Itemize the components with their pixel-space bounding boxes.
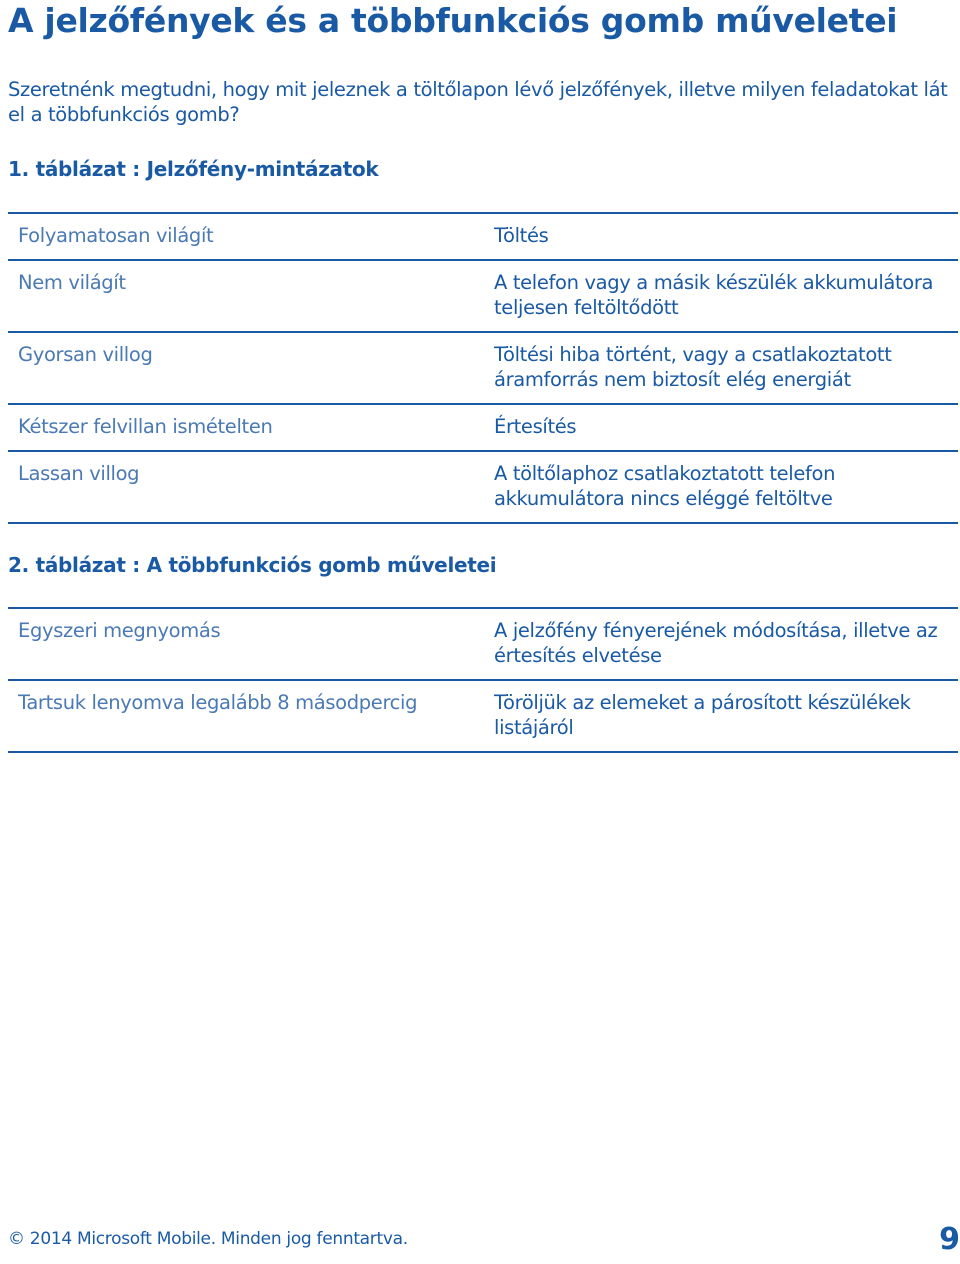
button-result-cell: A jelzőfény fényerejének módosítása, illetve az értesítés elvetése xyxy=(482,609,958,679)
table-row xyxy=(8,405,958,452)
multifunction-button-table xyxy=(8,607,958,753)
led-pattern-cell: Lassan villog xyxy=(18,462,140,485)
led-pattern-cell: Gyorsan villog xyxy=(18,343,153,366)
button-action-cell: Egyszeri megnyomás xyxy=(18,619,221,642)
table-row xyxy=(8,609,958,681)
page-title: A jelzőfények és a többfunkciós gomb műveletei xyxy=(8,1,898,40)
copyright-footer: © 2014 Microsoft Mobile. Minden jog fenntartva. xyxy=(8,1229,408,1249)
button-action-cell: Tartsuk lenyomva legalább 8 másodpercig xyxy=(18,691,418,714)
table-row xyxy=(8,214,958,261)
intro-paragraph: Szeretnénk megtudni, hogy mit jeleznek a töltőlapon lévő jelzőfények, illetve milyen feladatokat lát el a többfunkciós gomb? xyxy=(8,78,948,126)
led-pattern-cell: Kétszer felvillan ismételten xyxy=(18,415,273,438)
table-row xyxy=(8,681,958,753)
button-result-cell: Töröljük az elemeket a párosított készülékek listájáról xyxy=(482,681,958,751)
page-number: 9 xyxy=(939,1222,960,1257)
led-pattern-cell: Folyamatosan világít xyxy=(18,224,214,247)
table-row xyxy=(8,452,958,524)
led-meaning-cell: A töltőlaphoz csatlakoztatott telefon akkumulátora nincs eléggé feltöltve xyxy=(482,452,958,522)
table-1-caption: 1. táblázat : Jelzőfény-mintázatok xyxy=(8,157,379,181)
table-row xyxy=(8,333,958,405)
led-meaning-cell: Töltés xyxy=(482,214,958,259)
led-meaning-cell: Értesítés xyxy=(482,405,958,450)
led-meaning-cell: Töltési hiba történt, vagy a csatlakoztatott áramforrás nem biztosít elég energiát xyxy=(482,333,958,403)
table-row xyxy=(8,261,958,333)
table-2-caption: 2. táblázat : A többfunkciós gomb műveletei xyxy=(8,553,497,577)
led-meaning-cell: A telefon vagy a másik készülék akkumulátora teljesen feltöltődött xyxy=(482,261,958,331)
led-pattern-cell: Nem világít xyxy=(18,271,126,294)
led-patterns-table xyxy=(8,212,958,524)
